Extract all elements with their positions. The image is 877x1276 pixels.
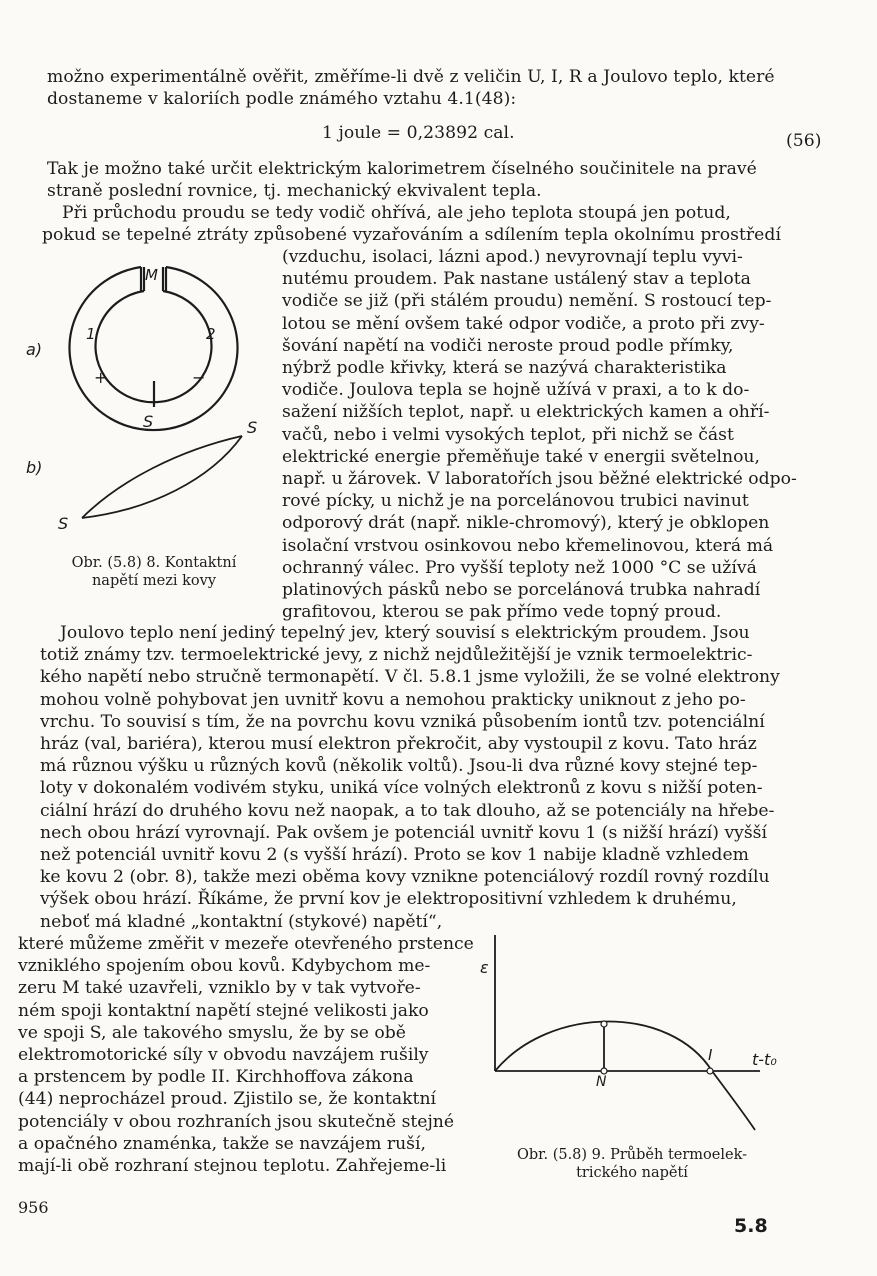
fig9-label-epsilon: ε — [480, 958, 489, 977]
text-line: než potenciál uvnitř kovu 2 (s vyšší hrází). Proto se kov 1 nabije kladně vzhledem — [40, 845, 749, 866]
page-number: 956 — [18, 1198, 49, 1217]
text-line: elektromotorické síly v obvodu navzájem rušily — [18, 1045, 429, 1066]
text-line: které můžeme změřit v mezeře otevřeného prstence — [18, 934, 474, 954]
text-line: grafitovou, kterou se pak přímo vede topný proud. — [282, 602, 722, 623]
fig8-wire-upper — [82, 436, 242, 518]
fig8-label-m: M — [145, 266, 158, 284]
fig8-label-b: b) — [26, 458, 43, 477]
text-line: vzniklého spojením obou kovů. Kdybychom me- — [18, 956, 431, 977]
text-line: ném spoji kontaktní napětí stejné velikosti jako — [18, 1000, 429, 1021]
paragraph-full — [40, 622, 790, 933]
text-line: ve spoji S, ale takového smyslu, že by se obě — [18, 1022, 406, 1043]
text-line: odporový drát (např. nikle-chromový), který je obklopen — [282, 513, 770, 534]
fig8-label-s: S — [143, 412, 154, 431]
text-line: ochranný válec. Pro vyšší teploty než 1000 °C se užívá — [282, 557, 757, 578]
fig9-label-axis: t-t₀ — [752, 1050, 777, 1069]
text-line: vačů, nebo i velmi vysokých teplot, při nichž se část — [282, 424, 734, 445]
text-line: loty v dokonalém vodivém styku, uniká více volných elektronů z kovu s nižší poten- — [40, 778, 763, 799]
text-line: mohou volně pohybovat jen uvnitř kovu a nemohou prakticky uniknout z jeho po- — [40, 689, 746, 710]
fig9-graph — [490, 935, 790, 1135]
fig8-label-s-top: S — [247, 418, 258, 437]
fig9-caption-line: trického napětí — [576, 1165, 688, 1181]
text-line: sažení nižších teplot, např. u elektrických kamen a ohří- — [282, 402, 770, 423]
text-line: šování napětí na vodiči neroste proud podle přímky, — [282, 335, 734, 356]
fig8-label-a: a) — [26, 340, 43, 359]
text-line: mají-li obě rozhraní stejnou teplotu. Zahřejeme-li — [18, 1156, 447, 1177]
text-line: platinových pásků nebo se porcelánová trubka nahradí — [282, 580, 761, 601]
text-line: nýbrž podle křivky, která se nazývá charakteristika — [282, 358, 727, 379]
fig8-label-s-bottom: S — [58, 514, 69, 533]
paragraph-left-column — [18, 933, 478, 1177]
text-line: isolační vrstvou osinkovou nebo křemelinovou, která má — [282, 535, 774, 556]
paragraph-right-column — [282, 246, 797, 623]
text-line: (vzduchu, isolaci, lázni apod.) nevyrovnají teplu vyvi- — [282, 247, 743, 267]
fig9-label-n: N — [596, 1074, 607, 1090]
section-number: 5.8 — [734, 1215, 768, 1237]
fig8-ring-diagram — [70, 255, 270, 435]
text-line: výšek obou hrází. Říkáme, že první kov je elektropositivní vzhledem k druhému, — [40, 889, 737, 910]
fig8-wire-diagram — [60, 420, 260, 530]
equation: 1 joule = 0,23892 cal. — [322, 123, 515, 143]
fig9-curve — [495, 1022, 755, 1131]
text-line: a prstencem by podle II. Kirchhoffova zákona — [18, 1067, 414, 1088]
fig8-caption-line: Obr. (5.8) 8. Kontaktní — [71, 555, 237, 571]
fig8-caption — [34, 554, 274, 590]
text-line: nutému proudem. Pak nastane ustálený stav a teplota — [282, 269, 751, 290]
fig9-max-point — [601, 1021, 607, 1027]
fig9-label-i: I — [708, 1046, 713, 1064]
fig8-wire-lower — [82, 436, 242, 518]
text-line: ciální hrází do druhého kovu než naopak, a to tak dlouho, až se potenciály na hřebe- — [40, 800, 775, 821]
text-line: vodiče. Joulova tepla se hojně užívá v praxi, a to k do- — [282, 380, 750, 401]
text-line: neboť má kladné „kontaktní (stykové) napětí“, — [40, 911, 443, 932]
text-line: Joulovo teplo není jediný tepelný jev, který souvisí s elektrickým proudem. Jsou — [60, 623, 750, 643]
fig9-i-point — [707, 1068, 713, 1074]
text-line: hráz (val, bariéra), kterou musí elektron překročit, aby vystoupil z kovu. Tato hráz — [40, 734, 757, 755]
text-line: pokud se tepelné ztráty způsobené vyzařováním a sdílením tepla okolnímu prostředí — [42, 225, 782, 245]
text-line: a opačného znaménka, takže se navzájem ruší, — [18, 1133, 426, 1154]
text-line: potenciály v obou rozhraních jsou skutečně stejné — [18, 1111, 455, 1132]
fig8-label-2: 2 — [206, 325, 216, 343]
text-line: např. u žárovek. V laboratořích jsou běžné elektrické odpo- — [282, 469, 797, 490]
text-line: (44) neprocházel proud. Zjistilo se, že kontaktní — [18, 1089, 437, 1110]
text-line: vodiče se již (při stálém proudu) nemění. S rostoucí tep- — [282, 291, 772, 312]
text-line: totiž známy tzv. termoelektrické jevy, z nichž nejdůležitější je vznik termoelektric- — [40, 645, 753, 666]
text-line: dostaneme v kaloriích podle známého vztahu 4.1(48): — [47, 89, 517, 109]
text-line: Při průchodu proudu se tedy vodič ohřívá, ale jeho teplota stoupá jen potud, — [62, 203, 731, 223]
text-line: Tak je možno také určit elektrickým kalorimetrem číselného součinitele na pravé — [47, 159, 757, 179]
text-line: má různou výšku u různých kovů (několik voltů). Jsou-li dva různé kovy stejné tep- — [40, 756, 758, 777]
text-line: lotou se mění ovšem také odpor vodiče, a proto při zvy- — [282, 313, 765, 334]
fig8-label-plus: + — [94, 368, 108, 387]
fig9-caption — [482, 1146, 782, 1182]
text-line: rové pícky, u nichž je na porcelánovou trubici navinut — [282, 491, 749, 512]
text-line: možno experimentálně ověřit, změříme-li dvě z veličin U, I, R a Joulovo teplo, které — [47, 67, 775, 87]
fig8-label-minus: − — [192, 368, 206, 387]
text-line: ke kovu 2 (obr. 8), takže mezi oběma kovy vznikne potenciálový rozdíl rovný rozdílu — [40, 867, 770, 888]
text-line: straně poslední rovnice, tj. mechanický ekvivalent tepla. — [47, 181, 542, 201]
equation-number: (56) — [786, 131, 822, 151]
text-line: nech obou hrází vyrovnají. Pak ovšem je potenciál uvnitř kovu 1 (s nižší hrází) vyšší — [40, 822, 768, 843]
fig8-caption-line: napětí mezi kovy — [91, 573, 217, 589]
fig9-caption-line: Obr. (5.8) 9. Průběh termoelek- — [516, 1147, 748, 1163]
text-line: vrchu. To souvisí s tím, že na povrchu kovu vzniká působením iontů tzv. potenciální — [40, 711, 765, 732]
text-line: elektrické energie přeměňuje také v energii světelnou, — [282, 446, 760, 467]
text-line: zeru M také uzavřeli, vzniklo by v tak vytvoře- — [18, 978, 421, 999]
text-line: kého napětí nebo stručně termonapětí. V čl. 5.8.1 jsme vyložili, že se volné elektrony — [40, 667, 780, 688]
fig8-label-1: 1 — [86, 325, 96, 343]
